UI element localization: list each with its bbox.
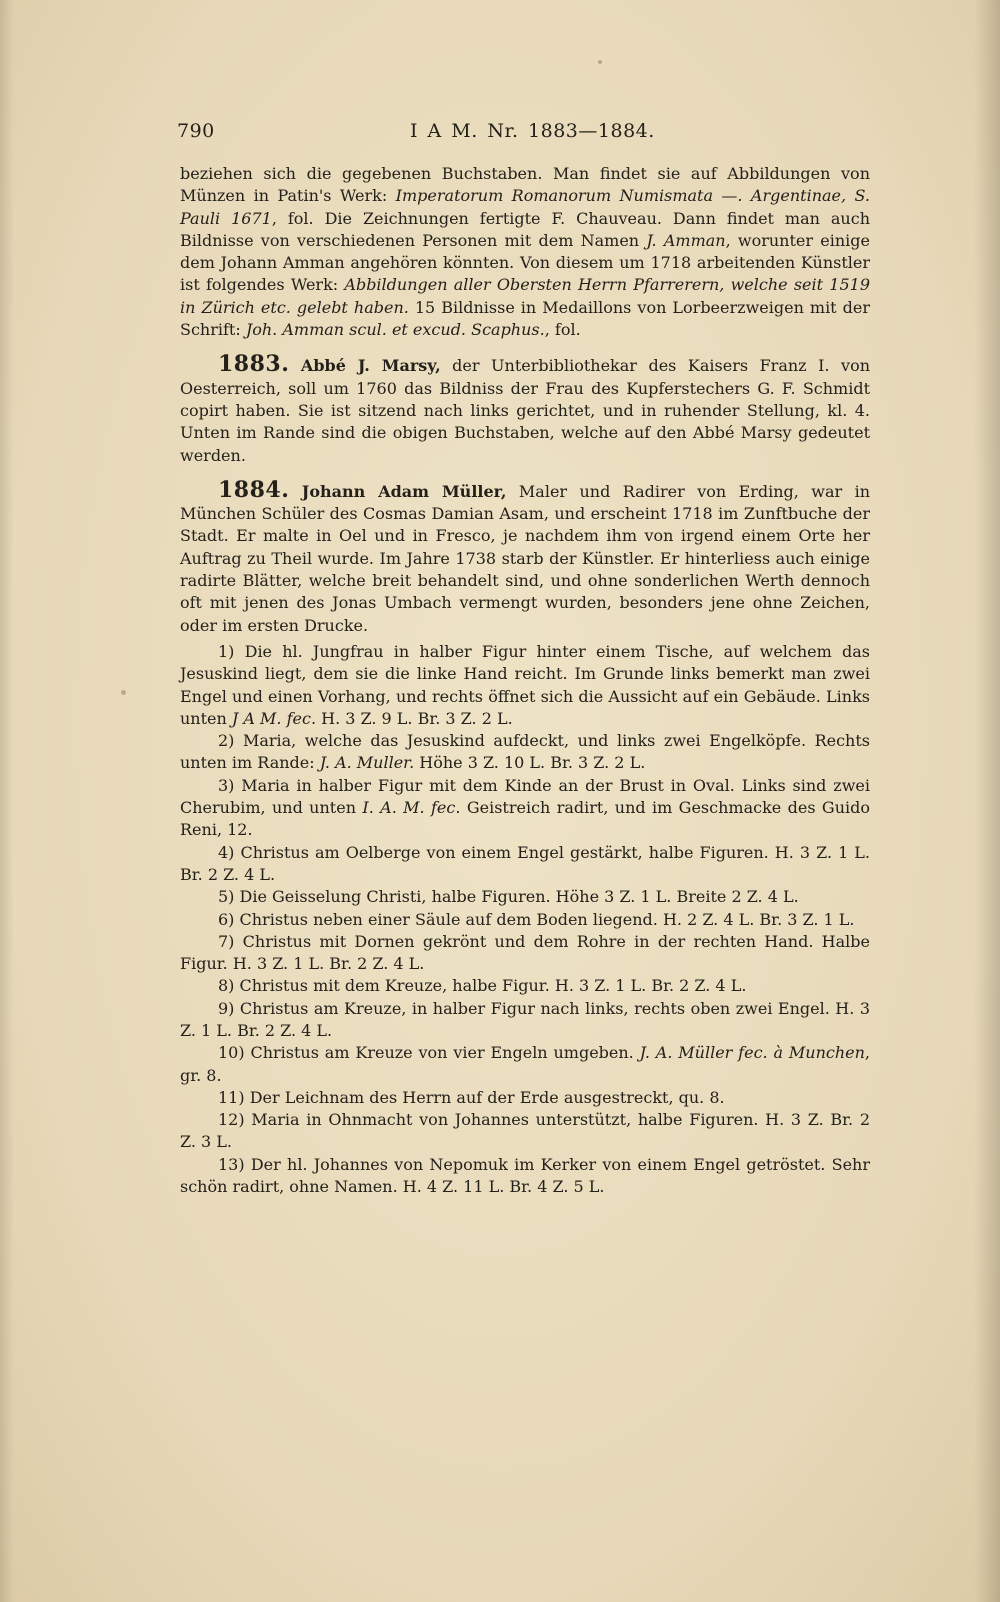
signature: J. A. Müller fec. à Munchen bbox=[639, 1043, 865, 1063]
entry-name: Johann Adam Müller, bbox=[301, 481, 507, 501]
list-item: 7) Christus mit Dornen gekrönt und dem Rohre in der rechten Hand. Halbe Figur. H. 3 Z. 1 L. Br. 2 Z. 4 L. bbox=[180, 931, 870, 974]
inscription: Joh. Amman scul. et excud. Scaphus. bbox=[245, 320, 545, 340]
signature: J. A. Muller. bbox=[319, 753, 415, 773]
entry-number: 1883. bbox=[218, 351, 290, 378]
signature: I. A. M. fec. bbox=[362, 798, 461, 818]
page-number: 790 bbox=[177, 120, 215, 142]
page-body bbox=[180, 163, 870, 1198]
list-item: 12) Maria in Ohnmacht von Johannes unterstützt, halbe Figuren. H. 3 Z. Br. 2 Z. 3 L. bbox=[180, 1110, 870, 1152]
list-item: 6) Christus neben einer Säule auf dem Boden liegend. H. 2 Z. 4 L. Br. 3 Z. 1 L. bbox=[218, 909, 855, 929]
entry-number: 1884. bbox=[218, 476, 290, 503]
list-item: 4) Christus am Oelberge von einem Engel gestärkt, halbe Figuren. H. 3 Z. 1 L. Br. 2 Z. 4 L. bbox=[180, 842, 870, 884]
entry-1883: 1883. Abbé J. Marsy, der Unterbibliothekar des Kaisers Franz I. von Oesterreich, soll um 1760 das Bildniss der Frau des Kupferstechers G. F. Schmidt copirt haben. Sie ist sitzend nach links gerichtet, und in ruhender Stellung, kl. 4. Unten im Rande sind die obigen Buchstaben, welche auf den Abbé Marsy gedeutet werden. bbox=[180, 351, 871, 465]
list-item: 3) Maria in halber Figur mit dem Kinde an der Brust in Oval. Links sind zwei Cherubim, und unten I. A. M. fec. Geistreich radirt, und im Geschmacke des Guido Reni, 12. bbox=[180, 775, 870, 840]
paper-speck bbox=[598, 60, 602, 64]
list-item: 9) Christus am Kreuze, in halber Figur nach links, rechts oben zwei Engel. H. 3 Z. 1 L. Br. 2 Z. 4 L. bbox=[180, 998, 870, 1040]
list-item: 1) Die hl. Jungfrau in halber Figur hinter einem Tische, auf welchem das Jesuskind liegt, dem sie die linke Hand reicht. Im Grunde links bemerkt man zwei Engel und einen Vorhang, und rechts öffnet sich die Aussicht auf ein Gebäude. Links unten J A M. fec. H. 3 Z. 9 L. Br. 3 Z. 2 L. bbox=[180, 641, 870, 728]
list-item: 11) Der Leichnam des Herrn auf der Erde ausgestreckt, qu. 8. bbox=[218, 1087, 725, 1107]
book-title: Imperatorum Romanorum Numismata —. Argentinae, S. Pauli 1671 bbox=[180, 186, 870, 228]
running-header bbox=[177, 120, 877, 146]
list-item: 5) Die Geisselung Christi, halbe Figuren. Höhe 3 Z. 1 L. Breite 2 Z. 4 L. bbox=[218, 887, 799, 907]
list-item: 13) Der hl. Johannes von Nepomuk im Kerker von einem Engel getröstet. Sehr schön radirt, ohne Namen. H. 4 Z. 11 L. Br. 4 Z. 5 L. bbox=[180, 1154, 870, 1197]
list-item: 8) Christus mit dem Kreuze, halbe Figur. H. 3 Z. 1 L. Br. 2 Z. 4 L. bbox=[218, 976, 747, 996]
list-item: 2) Maria, welche das Jesuskind aufdeckt, und links zwei Engelköpfe. Rechts unten im Rande: J. A. Muller. Höhe 3 Z. 10 L. Br. 3 Z. 2 L. bbox=[180, 731, 870, 773]
page-edge-shadow bbox=[974, 0, 1000, 1602]
page-gutter-shadow bbox=[0, 0, 14, 1602]
work-title: Abbildungen aller Obersten Herrn Pfarrerern, welche seit 1519 in Zürich etc. gelebt haben. bbox=[180, 275, 871, 317]
artist-name: J. Amman bbox=[646, 230, 726, 250]
paper-speck bbox=[121, 690, 126, 695]
list-item: 10) Christus am Kreuze von vier Engeln umgeben. J. A. Müller fec. à Munchen, gr. 8. bbox=[180, 1043, 871, 1085]
running-head-title: I A M. Nr. 1883—1884. bbox=[410, 120, 655, 142]
works-list bbox=[180, 641, 870, 1198]
signature: J A M. fec. bbox=[231, 708, 317, 728]
entry-1884: 1884. Johann Adam Müller, Maler und Radirer von Erding, war in München Schüler des Cosmas Damian Asam, und erscheint 1718 im Zunftbuche der Stadt. Er malte in Oel und in Fresco, je nachdem ihm von irgend einem Orte her Auftrag zu Theil wurde. Im Jahre 1738 starb der Künstler. Er hinterliess auch einige radirte Blätter, welche breit behandelt sind, und ohne sonderlichen Werth dennoch oft mit jenen des Jonas Umbach vermengt wurden, besonders jene ohne Zeichen, oder im ersten Drucke. bbox=[180, 476, 870, 635]
entry-name: Abbé J. Marsy, bbox=[300, 356, 441, 376]
intro-paragraph: beziehen sich die gegebenen Buchstaben. Man findet sie auf Abbildungen von Münzen in Patin's Werk: Imperatorum Romanorum Numismata —. Argentinae, S. Pauli 1671, fol. Die Zeichnungen fertigte F. Chauveau. Dann findet man auch Bildnisse von verschiedenen Personen mit dem Namen J. Amman, worunter einige dem Johann Amman angehören könnten. Von diesem um 1718 arbeitenden Künstler ist folgendes Werk: Abbildungen aller Obersten Herrn Pfarrerern, welche seit 1519 in Zürich etc. gelebt haben. 15 Bildnisse in Medaillons von Lorbeerzweigen mit der Schrift: Joh. Amman scul. et excud. Scaphus., fol. bbox=[180, 164, 871, 340]
